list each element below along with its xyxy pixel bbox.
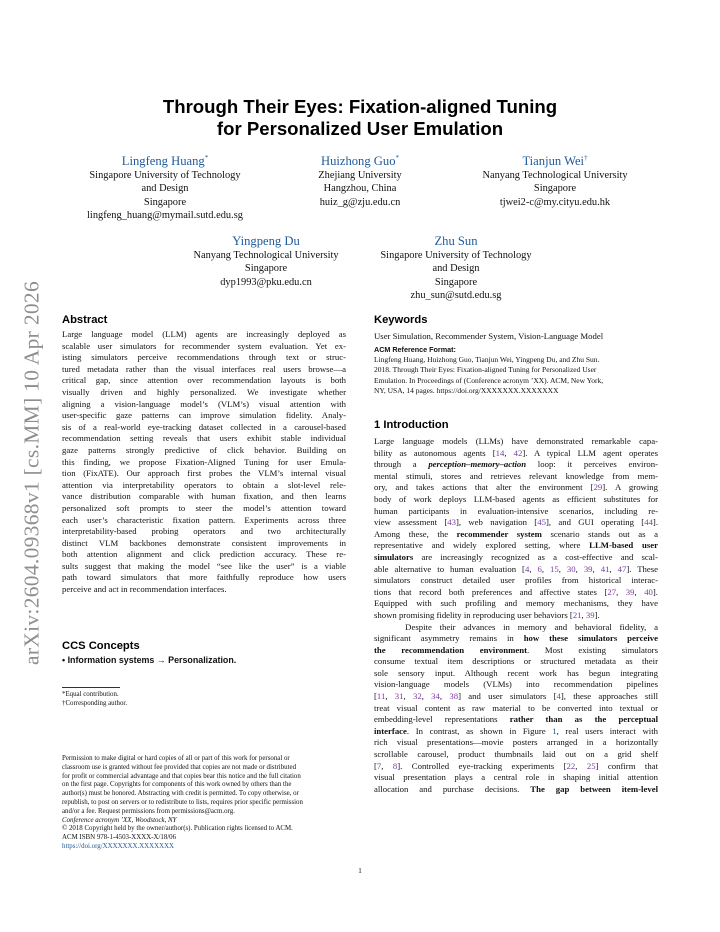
acm-reference-line: Lingfeng Huang, Huizhong Guo, Tianjun Wei, Yingpeng Du, and Zhu Sun. xyxy=(374,355,600,364)
intro-line: consume textual item descriptions or structured metadata as their xyxy=(374,656,658,667)
author-block-3 xyxy=(452,150,658,209)
permission-line: author(s) must be honored. Abstracting with credit is permitted. To copy otherwise, or xyxy=(62,790,299,798)
abstract-line: interpretability-based probing operators and two architecturally xyxy=(62,526,346,537)
author-email[interactable]: lingfeng_huang@mymail.sutd.edu.sg xyxy=(87,210,243,222)
abstract-line: both attention alignment and click prediction accuracy. These re- xyxy=(62,549,346,560)
intro-line: visual presentation plays a central role in shaping initial attention xyxy=(374,772,658,783)
intro-line: simulators are increasingly recognized as a cost-effective and scal- xyxy=(374,551,658,562)
author-email[interactable]: dyp1993@pku.edu.cn xyxy=(220,276,312,288)
title-line-1: Through Their Eyes: Fixation-aligned Tuning xyxy=(162,96,558,117)
abstract-line: gaze patterns strongly predictive of click behavior. Building on xyxy=(62,444,346,455)
author-mark: † xyxy=(584,154,588,162)
author-country: Singapore xyxy=(143,196,187,208)
ccs-heading: CCS Concepts xyxy=(62,640,140,652)
intro-line: significant asymmetry remains in how these simulators perceive xyxy=(374,633,658,644)
abstract-line: isting simulators perceive recommendations through text or struc- xyxy=(62,352,346,363)
ccs-concept: • Information systems → Personalization. xyxy=(62,655,237,665)
author-location: Hangzhou, China xyxy=(323,183,397,195)
ccs-section xyxy=(62,640,346,665)
abstract-line: critical gap, since attention over recommendation layouts is both xyxy=(62,375,346,386)
footnotes xyxy=(62,691,346,709)
intro-line: sole sensory input. Although recent work has begun integrating xyxy=(374,667,658,678)
permission-line: on the first page. Copyrights for components of this work owned by others than the xyxy=(62,781,292,789)
intro-line: body of work deploys LLM-based agents as efficient substitutes for xyxy=(374,493,658,504)
abstract-line: tured metadata rather than the visual interfaces real users browse—a xyxy=(62,363,346,374)
abstract-line: sis of a real-world eye-tracking dataset collected in a carousel-based xyxy=(62,421,346,432)
author-affiliation: Zhejiang University xyxy=(318,170,402,182)
author-name[interactable]: Yingpeng Du xyxy=(232,234,300,248)
author-name[interactable]: Huizhong Guo xyxy=(320,154,396,169)
abstract-line: Large language model (LLM) agents are increasingly deployed as xyxy=(62,329,346,339)
intro-line: treat visual content as raw material to be converted into textual or xyxy=(374,702,658,713)
acm-reference-heading: ACM Reference Format: xyxy=(374,345,456,354)
abstract-line: vance distribution comparable with human fixation, and then learns xyxy=(62,491,346,502)
introduction-section xyxy=(374,419,658,795)
permission-line: and/or a fee. Request permissions from permissions@acm.org. xyxy=(62,807,235,815)
intro-line: simulators construct detailed user profiles from historical interac- xyxy=(374,575,658,586)
intro-line: Equipped with such profiling and memory mechanisms, they have xyxy=(374,598,658,609)
abstract-line: perceive and act in recommendation interfaces. xyxy=(62,584,227,595)
page-number: 1 xyxy=(358,866,362,875)
intro-line: the recommendation environment. Most existing simulators xyxy=(374,644,658,655)
abstract-line: visually driven and highly personalized. We investigate whether xyxy=(62,386,346,397)
intro-line: shown promising fidelity in reproducing user behaviors [21, 39]. xyxy=(374,609,600,620)
author-affiliation: Nanyang Technological University xyxy=(193,250,339,261)
copyright-line: © 2018 Copyright held by the owner/author(s). Publication rights licensed to ACM. xyxy=(62,825,293,833)
isbn-line: ACM ISBN 978-1-4503-XXXX-X/18/06 xyxy=(62,834,177,842)
intro-line: view assessment [43], web navigation [45], and GUI operating [44]. xyxy=(374,517,659,528)
intro-line: [7, 8]. Controlled eye-tracking experiments [22, 25] confirm that xyxy=(374,760,659,771)
author-affiliation: and Design xyxy=(432,263,480,275)
abstract-line: path toward simulators that more faithfully reproduce how users xyxy=(62,572,346,583)
author-email[interactable]: tjwei2-c@my.cityu.edu.hk xyxy=(499,196,611,208)
arxiv-stamp xyxy=(12,252,52,694)
intro-body xyxy=(374,436,658,795)
acm-reference-line: 2018. Through Their Eyes: Fixation-aligned Tuning for Personalized User xyxy=(374,365,597,375)
keywords-section xyxy=(374,314,658,396)
intro-line: through a perception–memory–action loop: it perceives environ- xyxy=(374,459,658,470)
author-name[interactable]: Zhu Sun xyxy=(434,234,478,248)
footnote-corresponding: †Corresponding author. xyxy=(62,699,128,707)
permission-block xyxy=(62,755,346,852)
intro-line: ory, and takes actions that alter the environment [29]. A growing xyxy=(374,482,658,493)
author-name[interactable]: Tianjun Wei xyxy=(522,154,585,169)
intro-line: bility as autonomous agents [14, 42]. A typical LLM agent operates xyxy=(374,447,658,458)
author-mark: * xyxy=(395,154,399,162)
abstract-line: each user’s characteristic fixation pattern. Experiments across three xyxy=(62,514,346,525)
author-block-4 xyxy=(163,233,369,289)
intro-line: embedding-level representations rather than as the perceptual xyxy=(374,714,658,725)
abstract-body xyxy=(62,329,346,596)
intro-line: allocation and purchase decisions. The gap between item-level xyxy=(374,783,658,794)
abstract-line: sults suggest that making the model “see like the user” is a viable xyxy=(62,560,346,571)
permission-line: classroom use is granted without fee provided that copies are not made or distributed xyxy=(62,763,297,771)
acm-reference-line: Emulation. In Proceedings of (Conference acronym ’XX). ACM, New York, xyxy=(374,375,604,385)
conference-line: Conference acronym ’XX, Woodstock, NY xyxy=(62,816,177,824)
intro-line: interface. In contrast, as shown in Figure 1, real users interact with xyxy=(374,725,658,736)
abstract-heading: Abstract xyxy=(62,314,108,326)
abstract-line: scalable user simulators for recommender system evaluation. Yet ex- xyxy=(62,340,346,351)
author-country: Singapore xyxy=(533,183,577,195)
intro-line: representative and widely explored setting, where LLM-based user xyxy=(374,540,658,551)
author-affiliation: Singapore University of Technology xyxy=(380,250,532,261)
abstract-line: distinct VLM backbones demonstrate consistent improvements in xyxy=(62,537,346,548)
footnote-equal: *Equal contribution. xyxy=(62,691,119,698)
intro-line: Among these, the recommender system scenario stands out as a xyxy=(374,528,658,539)
permission-line: Permission to make digital or hard copies of all or part of this work for personal or xyxy=(62,755,290,762)
author-block-2 xyxy=(268,150,452,209)
intro-line: Large language models (LLMs) have demonstrated remarkable capa- xyxy=(374,436,658,446)
intro-line: able alternative to human evaluation [4, 6, 15, 30, 39, 41, 47]. These xyxy=(374,563,659,574)
intro-line: [11, 31, 32, 34, 38] and user simulators [4], these approaches still xyxy=(374,691,658,702)
footnote-rule xyxy=(62,687,120,688)
abstract-line: attention via interpretability operators to obtain a slot-level rele- xyxy=(62,479,346,490)
author-affiliation: Nanyang Technological University xyxy=(482,170,628,182)
author-country: Singapore xyxy=(244,263,288,275)
author-email[interactable]: zhu_sun@sutd.edu.sg xyxy=(410,289,502,301)
abstract-line: this finding, we propose Fixation-Aligned Tuning for user Emula- xyxy=(62,456,346,467)
permission-line: for profit or commercial advantage and that copies bear this notice and the full citation xyxy=(62,772,301,780)
author-name[interactable]: Lingfeng Huang xyxy=(121,154,205,169)
intro-line: tions that record both preferences and affective states [27, 39, 40]. xyxy=(374,586,658,597)
author-affiliation: Singapore University of Technology xyxy=(89,170,241,182)
author-affiliation: and Design xyxy=(141,183,189,195)
author-email[interactable]: huiz_g@zju.edu.cn xyxy=(319,196,401,208)
intro-line: vision-language models (VLMs) into recommendation pipelines xyxy=(374,679,658,690)
doi-link[interactable]: https://doi.org/XXXXXXX.XXXXXXX xyxy=(62,842,175,850)
abstract-line: tion (FixATE). Our approach first probes the VLM’s internal visual xyxy=(62,468,346,479)
abstract-section xyxy=(62,314,346,596)
abstract-line: recommendation setting reveals that users exhibit stable individual xyxy=(62,433,346,444)
intro-line: human participants in evaluation-intensive scenarios, including re- xyxy=(374,505,658,516)
acm-reference-body xyxy=(374,355,658,396)
keywords-heading: Keywords xyxy=(374,314,428,326)
acm-reference-line: NY, USA, 14 pages. https://doi.org/XXXXXXX.XXXXXXX xyxy=(374,385,559,395)
abstract-line: user-specific gaze patterns can improve simulation fidelity. Analy- xyxy=(62,410,346,421)
intro-line: rich visual presentations—movie posters arranged in a horizontally xyxy=(374,737,658,748)
abstract-line: aligning a vision-language model’s (VLM’s) visual attention with xyxy=(62,398,346,409)
author-country: Singapore xyxy=(434,276,478,288)
intro-line: scrollable carousel, product thumbnails laid out on a grid shelf xyxy=(374,749,658,760)
intro-line: Despite their advances in memory and behavioral fidelity, a xyxy=(374,621,658,632)
keywords-text: User Simulation, Recommender System, Vision-Language Model xyxy=(374,331,604,341)
intro-heading: 1 Introduction xyxy=(374,419,449,431)
paper-title xyxy=(62,96,658,140)
arxiv-identifier: arXiv:2604.09368v1 [cs.MM] 10 Apr 2026 xyxy=(19,280,44,666)
author-block-5 xyxy=(353,233,559,302)
title-line-2: for Personalized User Emulation xyxy=(216,118,504,139)
abstract-line: personalized soft prompts to steer the model’s attention toward xyxy=(62,502,346,513)
author-mark: * xyxy=(204,154,209,162)
author-block-1 xyxy=(62,150,268,222)
intro-line: mental stimuli, stores and retrieves relevant knowledge from mem- xyxy=(374,470,658,481)
permission-line: republish, to post on servers or to redistribute to lists, requires prior specific permission xyxy=(62,798,303,806)
